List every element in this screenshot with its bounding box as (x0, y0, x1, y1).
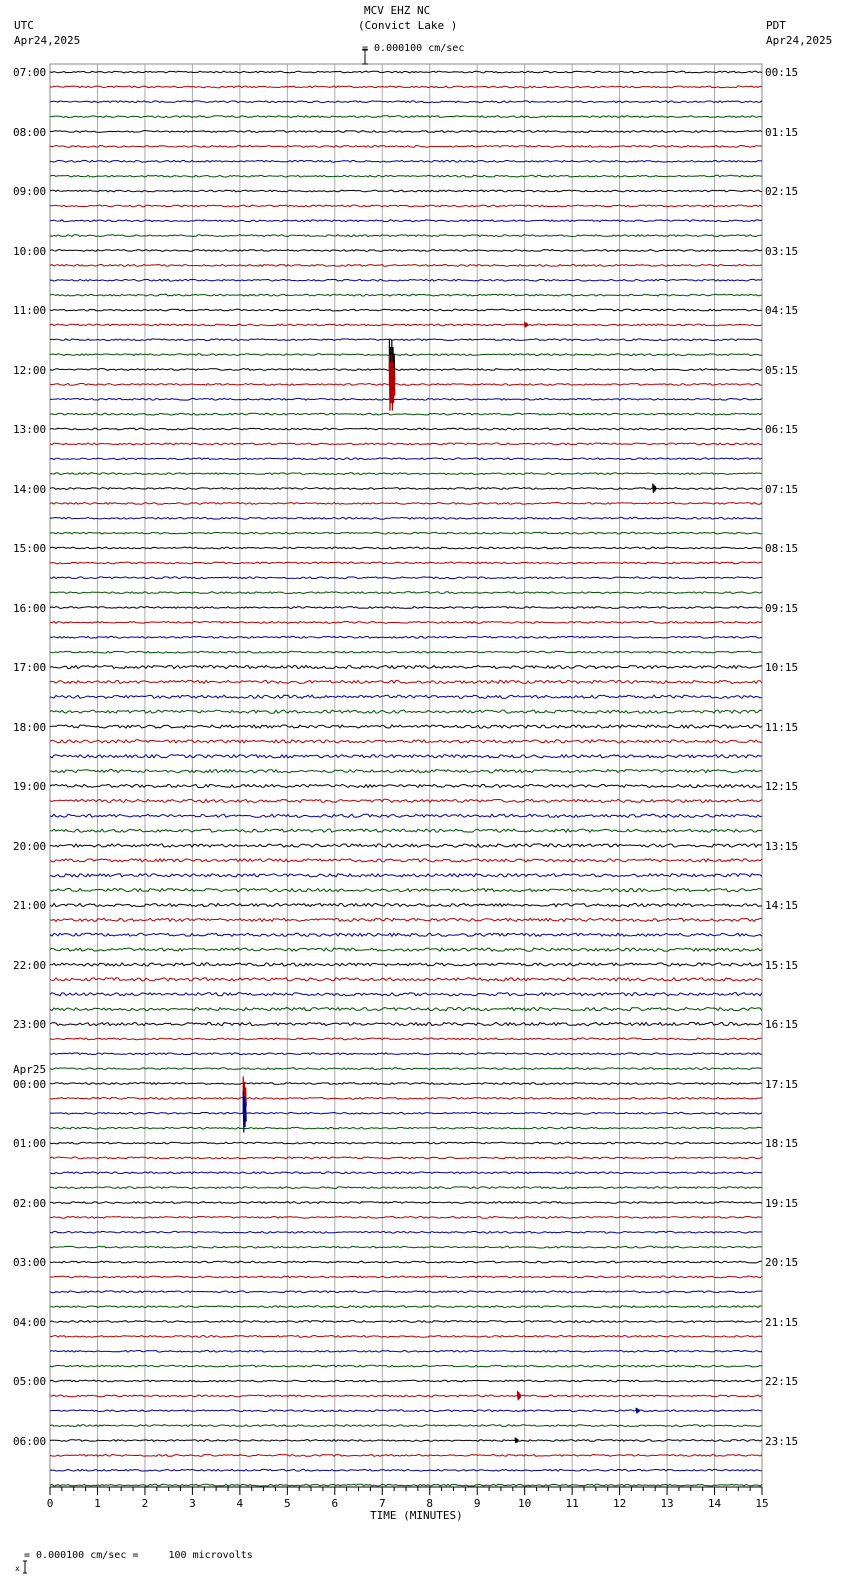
trace-37 (50, 622, 762, 624)
event-9 (636, 1408, 639, 1414)
trace-10 (50, 220, 762, 222)
trace-67 (50, 1068, 762, 1070)
trace-18 (50, 339, 762, 341)
trace-32 (50, 547, 762, 549)
trace-27 (50, 473, 762, 475)
pdt-hour-label: 02:15 (765, 185, 799, 198)
svg-text:x: x (15, 1564, 21, 1573)
trace-19 (50, 354, 762, 356)
trace-38 (50, 636, 762, 638)
trace-93 (50, 1455, 762, 1457)
x-tick-label: 10 (518, 1497, 532, 1510)
trace-24 (50, 428, 762, 430)
trace-65 (50, 1038, 762, 1040)
trace-13 (50, 265, 762, 267)
plot-frame (50, 64, 762, 1487)
trace-43 (50, 710, 762, 713)
trace-73 (50, 1157, 762, 1159)
trace-11 (50, 235, 762, 237)
trace-69 (50, 1098, 762, 1100)
trace-20 (50, 369, 762, 371)
trace-15 (50, 294, 762, 296)
utc-hour-label: 07:00 (13, 66, 47, 79)
x-tick-label: 9 (473, 1497, 481, 1510)
x-tick-label: 14 (707, 1497, 722, 1510)
trace-88 (50, 1380, 762, 1382)
trace-74 (50, 1172, 762, 1174)
pdt-hour-label: 01:15 (765, 125, 799, 139)
trace-29 (50, 503, 762, 505)
trace-46 (50, 755, 762, 758)
pdt-hour-label: 11:15 (765, 720, 799, 734)
utc-hour-label: 13:00 (13, 423, 47, 436)
trace-7 (50, 175, 762, 177)
trace-4 (50, 131, 762, 133)
pdt-hour-label: 09:15 (765, 601, 799, 615)
minute-gridlines (50, 64, 762, 1487)
pdt-hour-label: 16:15 (765, 1018, 799, 1031)
trace-71 (50, 1127, 762, 1129)
utc-hour-label: 09:00 (13, 185, 47, 198)
trace-86 (50, 1350, 762, 1352)
trace-8 (50, 190, 762, 192)
trace-84 (50, 1321, 762, 1323)
trace-53 (50, 859, 762, 862)
pdt-hour-label: 17:15 (765, 1077, 799, 1091)
trace-72 (50, 1142, 762, 1144)
trace-61 (50, 978, 762, 981)
utc-hour-label: 05:00 (13, 1375, 47, 1388)
trace-9 (50, 205, 762, 207)
utc-hour-label: 04:00 (13, 1315, 47, 1329)
trace-66 (50, 1053, 762, 1055)
event-5 (653, 484, 656, 493)
x-tick-label: 15 (755, 1497, 769, 1510)
utc-hour-label: 15:00 (13, 542, 47, 555)
utc-hour-label: 06:00 (13, 1434, 47, 1448)
pdt-hour-label: 15:15 (765, 958, 799, 972)
trace-39 (50, 651, 762, 653)
trace-14 (50, 279, 762, 281)
utc-hour-label: 01:00 (13, 1137, 47, 1150)
trace-70 (50, 1112, 762, 1114)
x-tick-label: 11 (565, 1497, 579, 1510)
trace-75 (50, 1187, 762, 1189)
trace-33 (50, 562, 762, 564)
pdt-hour-label: 06:15 (765, 423, 799, 436)
utc-hour-label: 21:00 (13, 899, 47, 912)
event-8 (518, 1391, 521, 1400)
trace-94 (50, 1469, 762, 1471)
right-timezone: PDT (766, 19, 786, 32)
trace-22 (50, 398, 762, 400)
trace-80 (50, 1261, 762, 1263)
x-tick-label: 0 (46, 1497, 54, 1510)
utc-hour-label: 23:00 (13, 1018, 47, 1031)
trace-21 (50, 384, 762, 386)
utc-hour-label: 03:00 (13, 1256, 47, 1269)
x-tick-label: 13 (660, 1497, 674, 1510)
trace-44 (50, 725, 762, 728)
trace-17 (50, 324, 762, 326)
pdt-hour-label: 22:15 (765, 1375, 799, 1388)
left-timezone: UTC (14, 19, 34, 32)
trace-62 (50, 993, 762, 996)
trace-25 (50, 443, 762, 445)
trace-56 (50, 903, 762, 906)
right-date: Apr24,2025 (766, 34, 833, 47)
trace-41 (50, 680, 762, 683)
trace-64 (50, 1022, 762, 1025)
trace-82 (50, 1291, 762, 1293)
trace-55 (50, 889, 762, 892)
station-title: MCV EHZ NC (364, 4, 431, 17)
pdt-hour-label: 05:15 (765, 363, 799, 377)
seismic-traces (50, 71, 762, 1486)
trace-57 (50, 918, 762, 921)
trace-50 (50, 814, 762, 817)
trace-1 (50, 86, 762, 88)
trace-78 (50, 1231, 762, 1233)
trace-59 (50, 948, 762, 951)
utc-hour-label: 22:00 (13, 958, 47, 972)
trace-79 (50, 1246, 762, 1248)
utc-hour-label: 11:00 (13, 304, 47, 317)
trace-42 (50, 695, 762, 698)
station-location: (Convict Lake ) (358, 19, 458, 32)
trace-58 (50, 933, 762, 936)
utc-hour-label: 12:00 (13, 363, 47, 377)
x-tick-label: 1 (94, 1497, 101, 1510)
trace-16 (50, 309, 762, 311)
date-change-label: Apr25 (13, 1062, 47, 1076)
pdt-hour-label: 19:15 (765, 1196, 799, 1210)
pdt-hour-label: 03:15 (765, 244, 799, 258)
pdt-hour-label: 20:15 (765, 1256, 799, 1269)
trace-45 (50, 740, 762, 743)
trace-77 (50, 1217, 762, 1219)
trace-35 (50, 592, 762, 594)
trace-23 (50, 413, 762, 415)
trace-6 (50, 160, 762, 162)
trace-40 (50, 665, 762, 668)
utc-hour-label: 16:00 (13, 601, 47, 615)
pdt-hour-label: 18:15 (765, 1137, 799, 1150)
utc-hour-label: 02:00 (13, 1196, 47, 1210)
x-axis-label: TIME (MINUTES) (370, 1509, 463, 1522)
utc-hour-label: 19:00 (13, 780, 47, 793)
trace-26 (50, 458, 762, 460)
trace-52 (50, 844, 762, 847)
trace-54 (50, 874, 762, 877)
pdt-hour-label: 21:15 (765, 1315, 799, 1329)
trace-89 (50, 1395, 762, 1397)
pdt-hour-label: 14:15 (765, 899, 799, 912)
trace-91 (50, 1425, 762, 1427)
pdt-hour-label: 04:15 (765, 304, 799, 317)
trace-63 (50, 1008, 762, 1011)
x-tick-label: 2 (141, 1497, 149, 1510)
utc-hour-label: 17:00 (13, 661, 47, 674)
trace-47 (50, 770, 762, 773)
event-0 (525, 322, 528, 328)
utc-hour-label: 18:00 (13, 720, 47, 734)
time-axis (47, 1487, 769, 1510)
pdt-hour-label: 13:15 (765, 839, 799, 853)
trace-34 (50, 577, 762, 579)
trace-76 (50, 1202, 762, 1204)
trace-87 (50, 1365, 762, 1367)
trace-2 (50, 101, 762, 103)
pdt-hour-label: 08:15 (765, 542, 799, 555)
x-tick-label: 6 (331, 1497, 339, 1510)
trace-3 (50, 116, 762, 118)
trace-49 (50, 799, 762, 802)
pdt-hour-label: 00:15 (765, 66, 799, 79)
trace-81 (50, 1276, 762, 1278)
trace-51 (50, 829, 762, 832)
trace-90 (50, 1410, 762, 1412)
trace-68 (50, 1083, 762, 1085)
pdt-hour-label: 10:15 (765, 661, 799, 674)
utc-hour-label: 10:00 (13, 244, 47, 258)
trace-92 (50, 1440, 762, 1442)
x-tick-label: 7 (378, 1497, 386, 1510)
trace-85 (50, 1336, 762, 1338)
trace-48 (50, 784, 762, 787)
trace-36 (50, 607, 762, 609)
x-tick-label: 8 (426, 1497, 434, 1510)
trace-95 (50, 1484, 762, 1486)
event-10 (515, 1438, 518, 1444)
trace-31 (50, 532, 762, 534)
left-date: Apr24,2025 (14, 34, 81, 47)
trace-83 (50, 1306, 762, 1308)
pdt-hour-label: 12:15 (765, 780, 799, 793)
x-tick-label: 5 (284, 1497, 291, 1510)
x-tick-label: 12 (612, 1497, 627, 1510)
utc-hour-label: 08:00 (13, 125, 47, 139)
footer-scale-text: = 0.000100 cm/sec = 100 microvolts (24, 1550, 253, 1561)
trace-60 (50, 963, 762, 966)
scale-text: = 0.000100 cm/sec (362, 43, 465, 54)
trace-0 (50, 71, 762, 73)
trace-5 (50, 146, 762, 148)
pdt-hour-label: 07:15 (765, 482, 799, 496)
trace-12 (50, 250, 762, 252)
utc-hour-label: 14:00 (13, 482, 47, 496)
x-tick-label: 3 (189, 1497, 196, 1510)
trace-30 (50, 517, 762, 519)
x-tick-label: 4 (236, 1497, 244, 1510)
pdt-hour-label: 23:15 (765, 1434, 799, 1448)
utc-hour-label: 00:00 (13, 1077, 47, 1091)
utc-hour-label: 20:00 (13, 839, 47, 853)
